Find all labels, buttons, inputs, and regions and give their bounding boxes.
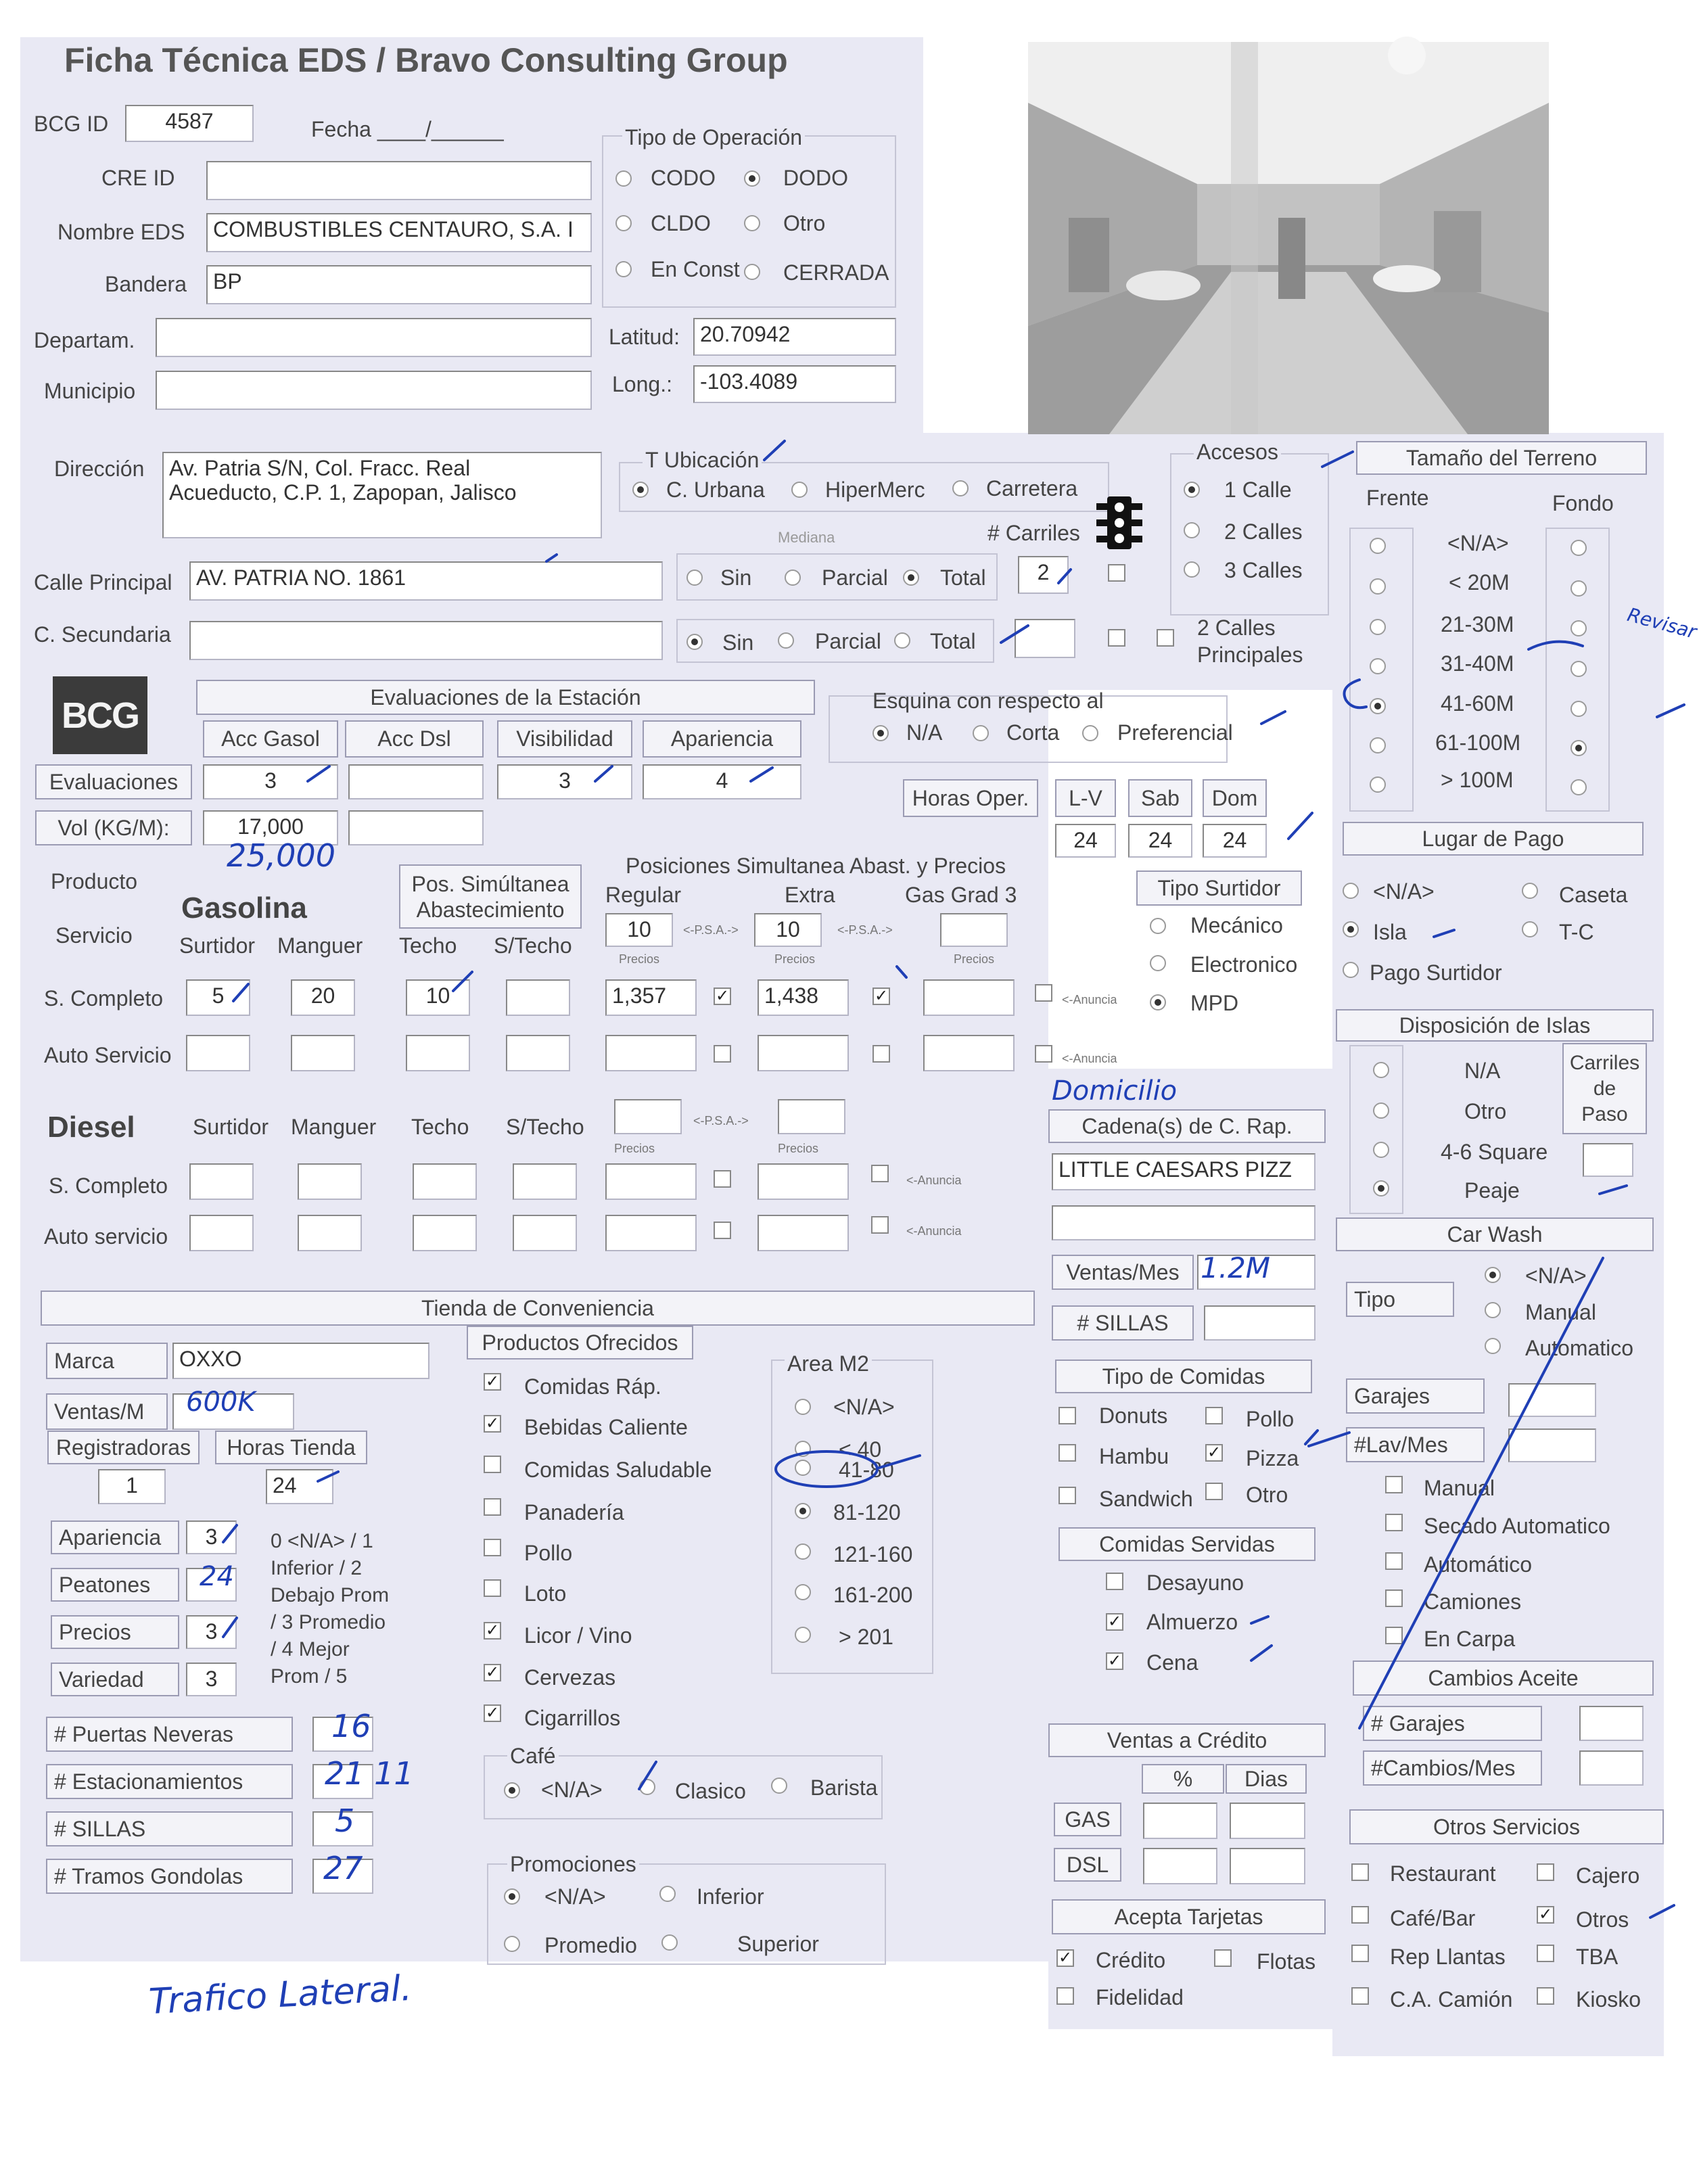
- gasolina-techo-header: Techo: [399, 933, 457, 958]
- area-81-120-label: 81-120: [833, 1500, 901, 1525]
- sandwich-label: Sandwich: [1099, 1487, 1193, 1511]
- pollo-producto-label: Pollo: [524, 1541, 573, 1565]
- credito-dias-header: Dias: [1226, 1764, 1307, 1794]
- gasolina-sc-techo-field[interactable]: 10: [406, 979, 470, 1016]
- scale-line-3: Debajo Prom: [271, 1584, 390, 1606]
- page-title: Ficha Técnica EDS / Bravo Consulting Group: [64, 41, 788, 79]
- credito-header: Ventas a Crédito: [1048, 1723, 1326, 1757]
- carwash-automatico-label: Automatico: [1525, 1336, 1634, 1360]
- mediana-total-label: Total: [940, 565, 986, 590]
- pos-simultanea-line-1: Pos. Simúltanea: [411, 871, 569, 896]
- cervezas-checkbox[interactable]: ✓: [484, 1664, 501, 1681]
- terreno-na: <N/A>: [1447, 531, 1509, 555]
- carriles-paso-line-2: de: [1593, 1077, 1616, 1100]
- municipio-label: Municipio: [44, 379, 136, 403]
- frente-label: Frente: [1366, 486, 1429, 510]
- licor-checkbox[interactable]: ✓: [484, 1622, 501, 1640]
- dodo-label: DODO: [783, 166, 848, 190]
- gasolina-autoservicio-label: Auto Servicio: [44, 1043, 172, 1067]
- diesel-sc-anuncia-label: <-Anuncia: [906, 1174, 962, 1187]
- islas-header: Disposición de Islas: [1336, 1009, 1654, 1042]
- area-na-label: <N/A>: [833, 1395, 895, 1419]
- calles-principales-label-2: Principales: [1197, 643, 1303, 667]
- sab-value[interactable]: 24: [1128, 824, 1192, 858]
- gasgrad-sc-anuncia-label: <-Anuncia: [1062, 993, 1117, 1006]
- cena-checkbox[interactable]: ✓: [1106, 1652, 1123, 1670]
- cafe-bar-label: Café/Bar: [1390, 1906, 1476, 1930]
- promo-na-label: <N/A>: [544, 1884, 606, 1909]
- donuts-label: Donuts: [1099, 1403, 1168, 1428]
- producto-label: Producto: [51, 869, 138, 893]
- carretera-label: Carretera: [986, 476, 1078, 501]
- area-gt201-label: > 201: [839, 1625, 893, 1649]
- tba-label: TBA: [1576, 1945, 1619, 1969]
- tienda-precios-label: Precios: [51, 1615, 179, 1649]
- cigarrillos-label: Cigarrillos: [524, 1706, 621, 1730]
- cafe-title: Café: [507, 1744, 559, 1769]
- tarjeta-flotas-label: Flotas: [1257, 1949, 1316, 1974]
- terreno-61-100: 61-100M: [1435, 730, 1521, 755]
- cadena-header: Cadena(s) de C. Rap.: [1048, 1109, 1326, 1143]
- tc-label: T-C: [1559, 920, 1594, 944]
- extra-header: Extra: [785, 883, 835, 907]
- carwash-header: Car Wash: [1336, 1217, 1654, 1251]
- promo-superior-label: Superior: [737, 1932, 819, 1956]
- cafe-na-label: <N/A>: [541, 1778, 603, 1802]
- extra-sc-anuncia-checkbox[interactable]: ✓: [872, 988, 890, 1005]
- bcg-id-label: BCG ID: [34, 112, 109, 136]
- carwash-garajes-label: Garajes: [1346, 1378, 1485, 1414]
- bebidas-label: Bebidas Caliente: [524, 1415, 688, 1439]
- tienda-apariencia-field[interactable]: 3: [186, 1520, 237, 1554]
- rep-llantas-label: Rep Llantas: [1390, 1945, 1506, 1969]
- terreno-41-60: 41-60M: [1441, 691, 1514, 716]
- terreno-21-30: 21-30M: [1441, 612, 1514, 636]
- cerrada-label: CERRADA: [783, 260, 889, 285]
- marca-label: Marca: [46, 1343, 168, 1379]
- direccion-line-1: Av. Patria S/N, Col. Fracc. Real: [169, 456, 471, 480]
- tarjetas-header: Acepta Tarjetas: [1052, 1899, 1326, 1934]
- ventas-tienda-label: Ventas/M: [46, 1393, 168, 1430]
- visibilidad-value[interactable]: 3: [497, 764, 632, 799]
- nombre-eds-label: Nombre EDS: [57, 220, 185, 244]
- desayuno-label: Desayuno: [1146, 1571, 1244, 1595]
- bebidas-checkbox[interactable]: ✓: [484, 1415, 501, 1433]
- esquina-corta-label: Corta: [1006, 720, 1060, 745]
- dom-header: Dom: [1203, 779, 1267, 817]
- esquina-na-label: N/A: [906, 720, 943, 745]
- carwash-lavmes-label: #Lav/Mes: [1346, 1427, 1485, 1462]
- accesos-2-calles-label: 2 Calles: [1224, 519, 1303, 544]
- secundaria-sin-label: Sin: [722, 630, 754, 655]
- terreno-note: Revisar: [1625, 603, 1699, 643]
- mediana-parcial-label: Parcial: [822, 565, 888, 590]
- apariencia-value[interactable]: 4: [643, 764, 801, 799]
- productos-header: Productos Ofrecidos: [467, 1326, 693, 1360]
- diesel-precios-label-2: Precios: [778, 1142, 819, 1155]
- ubicacion-title: T Ubicación: [643, 448, 762, 473]
- diesel-surtidor-header: Surtidor: [193, 1115, 269, 1139]
- terreno-lt20: < 20M: [1449, 570, 1510, 595]
- nombre-eds-field[interactable]: COMBUSTIBLES CENTAURO, S.A. I: [206, 213, 592, 252]
- accesos-1-calle-label: 1 Calle: [1224, 478, 1292, 502]
- urbana-label: C. Urbana: [666, 478, 765, 502]
- volumen-field[interactable]: 17,000: [203, 810, 338, 845]
- puertas-neveras-handwritten: 16: [331, 1708, 371, 1744]
- caseta-label: Caseta: [1559, 883, 1628, 907]
- acc-gasol-header: Acc Gasol: [203, 720, 338, 758]
- carwash-manual2-label: Manual: [1424, 1476, 1495, 1500]
- carriles-field[interactable]: 2: [1018, 556, 1069, 594]
- gas-grad-3-header: Gas Grad 3: [905, 883, 1017, 907]
- peatones-label: Peatones: [51, 1568, 179, 1602]
- saludable-label: Comidas Saludable: [524, 1458, 712, 1482]
- islas-otro-label: Otro: [1464, 1099, 1507, 1123]
- gasgrad-precios-label: Precios: [954, 952, 995, 966]
- hambu-label: Hambu: [1099, 1444, 1169, 1468]
- loto-label: Loto: [524, 1581, 567, 1606]
- licor-label: Licor / Vino: [524, 1623, 632, 1648]
- cajero-label: Cajero: [1576, 1863, 1640, 1888]
- diesel-precios-label-1: Precios: [614, 1142, 655, 1155]
- tarjeta-credito-label: Crédito: [1096, 1948, 1166, 1972]
- calle-principal-field[interactable]: AV. PATRIA NO. 1861: [189, 561, 663, 601]
- terreno-gt100: > 100M: [1441, 768, 1514, 792]
- variedad-field[interactable]: 3: [186, 1663, 237, 1696]
- acc-dsl-header: Acc Dsl: [345, 720, 484, 758]
- pizza-checkbox[interactable]: ✓: [1205, 1444, 1223, 1462]
- volumen-label: Vol (KG/M):: [35, 810, 192, 845]
- evaluaciones-header: Evaluaciones de la Estación: [196, 680, 815, 715]
- carriles-paso-line-3: Paso: [1581, 1102, 1628, 1125]
- registradoras-header: Registradoras: [47, 1431, 200, 1464]
- peatones-handwritten: 24: [200, 1561, 234, 1592]
- mediana-sin-label: Sin: [720, 565, 752, 590]
- islas-na-label: N/A: [1464, 1059, 1501, 1083]
- terreno-header: Tamaño del Terreno: [1356, 441, 1647, 475]
- islas-square-label: 4-6 Square: [1441, 1140, 1548, 1164]
- estacionamientos-handwritten: 21 11: [325, 1755, 414, 1792]
- gasolina-sc-manguer-field[interactable]: 20: [291, 979, 355, 1016]
- scale-line-5: / 4 Mejor: [271, 1638, 350, 1660]
- variedad-label: Variedad: [51, 1663, 179, 1696]
- area-lt40-label: < 40: [839, 1437, 882, 1462]
- calle-secundaria-label: C. Secundaria: [34, 622, 171, 647]
- restaurant-label: Restaurant: [1390, 1861, 1496, 1886]
- almuerzo-checkbox[interactable]: ✓: [1106, 1613, 1123, 1631]
- dom-value[interactable]: 24: [1203, 824, 1267, 858]
- direccion-line-2: Acueducto, C.P. 1, Zapopan, Jalisco: [169, 480, 517, 505]
- regular-psa-label: <-P.S.A.->: [683, 923, 739, 937]
- calle-principal-label: Calle Principal: [34, 570, 172, 595]
- scale-line-4: / 3 Promedio: [271, 1611, 386, 1633]
- pollo-comida-label: Pollo: [1246, 1407, 1295, 1431]
- aceite-garajes-label: # Garajes: [1363, 1706, 1542, 1741]
- scale-line-2: Inferior / 2: [271, 1557, 363, 1579]
- mecanico-label: Mecánico: [1190, 913, 1283, 937]
- longitud-field[interactable]: -103.4089: [693, 365, 896, 403]
- ventas-mes-handwritten: 1.2M: [1201, 1251, 1271, 1284]
- regular-header: Regular: [605, 883, 682, 907]
- aceite-cambios-label: #Cambios/Mes: [1363, 1750, 1542, 1786]
- bcg-id-field[interactable]: 4587: [125, 105, 254, 142]
- gasgrad-as-anuncia-label: <-Anuncia: [1062, 1052, 1117, 1065]
- lv-header: L-V: [1055, 779, 1116, 817]
- codo-label: CODO: [651, 166, 716, 190]
- tipo-comidas-header: Tipo de Comidas: [1055, 1360, 1312, 1393]
- isla-label: Isla: [1373, 920, 1407, 944]
- bandera-field[interactable]: BP: [206, 265, 592, 304]
- gasolina-manguer-header: Manguer: [277, 933, 363, 958]
- comidas-rap-checkbox[interactable]: ✓: [484, 1373, 501, 1391]
- pago-surtidor-label: Pago Surtidor: [1370, 960, 1502, 985]
- otro-operacion-label: Otro: [783, 211, 826, 235]
- horas-tienda-field[interactable]: 24: [266, 1469, 333, 1504]
- area-41-80-label: 41-80: [839, 1458, 894, 1482]
- lv-value[interactable]: 24: [1055, 824, 1116, 858]
- cafe-barista-label: Barista: [810, 1775, 878, 1800]
- diesel-autoservicio-label: Auto servicio: [44, 1224, 168, 1249]
- encarpa-label: En Carpa: [1424, 1627, 1516, 1651]
- regular-psa-field[interactable]: 10: [605, 913, 673, 947]
- extra-psa-field[interactable]: 10: [754, 913, 822, 947]
- horas-oper-header: Horas Oper.: [903, 779, 1038, 817]
- comidas-servidas-header: Comidas Servidas: [1058, 1527, 1316, 1561]
- camiones-label: Camiones: [1424, 1589, 1522, 1614]
- ventas-mes-label: Ventas/Mes: [1052, 1255, 1194, 1290]
- registradoras-field[interactable]: 1: [98, 1469, 166, 1504]
- fecha-label: Fecha ____/______: [311, 117, 504, 141]
- latitud-field[interactable]: 20.70942: [693, 318, 896, 356]
- cadena-field[interactable]: LITTLE CAESARS PIZZ: [1052, 1153, 1316, 1190]
- accesos-title: Accesos: [1194, 440, 1281, 465]
- esquina-title: Esquina con respecto al: [872, 689, 1104, 713]
- tipo-surtidor-header: Tipo Surtidor: [1136, 870, 1302, 906]
- domicilio-handwritten: Domicilio: [1052, 1075, 1178, 1107]
- fondo-label: Fondo: [1552, 491, 1614, 515]
- puertas-neveras-label: # Puertas Neveras: [46, 1717, 293, 1752]
- electronico-label: Electronico: [1190, 952, 1298, 977]
- gasolina-sc-surtidor-field[interactable]: 5: [186, 979, 250, 1016]
- otros-checkbox[interactable]: ✓: [1537, 1906, 1554, 1924]
- secundaria-parcial-label: Parcial: [815, 629, 881, 653]
- tienda-apariencia-label: Apariencia: [51, 1520, 179, 1554]
- diesel-psa-label: <-P.S.A.->: [693, 1114, 749, 1128]
- carwash-tipo-label: Tipo: [1346, 1282, 1454, 1317]
- accesos-3-calles-label: 3 Calles: [1224, 558, 1303, 582]
- carriles-label: # Carriles: [987, 521, 1080, 545]
- departamento-label: Departam.: [34, 328, 135, 352]
- cigarrillos-checkbox[interactable]: ✓: [484, 1704, 501, 1722]
- pizza-label: Pizza: [1246, 1446, 1299, 1470]
- evaluaciones-row-label: Evaluaciones: [35, 764, 192, 799]
- pago-na-label: <N/A>: [1373, 879, 1435, 904]
- servicio-label: Servicio: [55, 923, 133, 948]
- otros-label: Otros: [1576, 1907, 1629, 1932]
- regular-sc-anuncia-checkbox[interactable]: ✓: [714, 988, 731, 1005]
- gasolina-scompleto-label: S. Completo: [44, 986, 164, 1010]
- diesel-title: Diesel: [47, 1111, 135, 1144]
- regular-sc-precio-field[interactable]: 1,357: [605, 979, 697, 1016]
- promociones-title: Promociones: [507, 1852, 639, 1877]
- almuerzo-label: Almuerzo: [1146, 1610, 1238, 1634]
- kiosko-label: Kiosko: [1576, 1987, 1642, 2012]
- secundaria-total-label: Total: [930, 629, 976, 653]
- islas-peaje-label: Peaje: [1464, 1178, 1520, 1203]
- tramos-gondolas-handwritten: 27: [323, 1850, 363, 1886]
- tarjeta-credito-checkbox[interactable]: ✓: [1056, 1949, 1074, 1967]
- latitud-label: Latitud:: [609, 325, 680, 349]
- carwash-manual-label: Manual: [1525, 1300, 1596, 1324]
- diesel-techo-header: Techo: [411, 1115, 469, 1139]
- extra-precios-label: Precios: [774, 952, 816, 966]
- tienda-sillas-label: # SILLAS: [46, 1811, 293, 1846]
- area-title: Area M2: [785, 1351, 872, 1376]
- cldo-label: CLDO: [651, 211, 711, 235]
- apariencia-header: Apariencia: [643, 720, 801, 758]
- ventas-tienda-handwritten: 600K: [186, 1387, 256, 1418]
- diesel-as-anuncia-label: <-Anuncia: [906, 1224, 962, 1238]
- tienda-precios-field[interactable]: 3: [186, 1615, 237, 1649]
- marca-field[interactable]: OXXO: [172, 1343, 429, 1379]
- cre-id-label: CRE ID: [101, 166, 175, 190]
- lugar-pago-header: Lugar de Pago: [1343, 822, 1644, 856]
- diesel-manguer-header: Manguer: [291, 1115, 377, 1139]
- gasolina-title: Gasolina: [181, 891, 307, 925]
- scale-line-6: Prom / 5: [271, 1665, 348, 1688]
- mediana-label: Mediana: [778, 529, 835, 546]
- comidas-rap-label: Comidas Ráp.: [524, 1374, 661, 1399]
- otros-servicios-header: Otros Servicios: [1349, 1809, 1664, 1844]
- extra-psa-label: <-P.S.A.->: [837, 923, 893, 937]
- tarjeta-fidelidad-label: Fidelidad: [1096, 1985, 1184, 2009]
- credito-pct-header: %: [1142, 1764, 1224, 1794]
- posiciones-simultaneas-title: Posiciones Simultanea Abast. y Precios: [626, 854, 1006, 878]
- trafico-lateral-note: Trafico Lateral.: [147, 1968, 413, 2023]
- credito-gas-label: GAS: [1054, 1803, 1121, 1836]
- promo-promedio-label: Promedio: [544, 1933, 637, 1957]
- carriles-paso-line-1: Carriles: [1569, 1051, 1640, 1074]
- esquina-preferencial-label: Preferencial: [1117, 720, 1233, 745]
- volumen-handwritten: 25,000: [227, 837, 335, 874]
- cervezas-label: Cervezas: [524, 1665, 616, 1690]
- en-construccion-label: En Const: [651, 257, 740, 281]
- gasolina-surtidor-header: Surtidor: [179, 933, 256, 958]
- longitud-label: Long.:: [612, 372, 672, 396]
- aceite-header: Cambios Aceite: [1353, 1660, 1654, 1696]
- carwash-na-label: <N/A>: [1525, 1263, 1587, 1288]
- diesel-scompleto-label: S. Completo: [49, 1174, 168, 1198]
- panaderia-label: Panadería: [524, 1500, 624, 1525]
- carwash-automatico2-label: Automático: [1424, 1552, 1533, 1577]
- visibilidad-header: Visibilidad: [497, 720, 632, 758]
- tramos-gondolas-label: # Tramos Gondolas: [46, 1859, 293, 1894]
- cena-label: Cena: [1146, 1650, 1198, 1675]
- sab-header: Sab: [1128, 779, 1192, 817]
- mpd-label: MPD: [1190, 991, 1239, 1015]
- gasolina-stecho-header: S/Techo: [494, 933, 572, 958]
- terreno-31-40: 31-40M: [1441, 651, 1514, 676]
- acc-gasol-value[interactable]: 3: [203, 764, 338, 799]
- secado-label: Secado Automatico: [1424, 1514, 1610, 1538]
- ca-camion-label: C.A. Camión: [1390, 1987, 1513, 2012]
- diesel-stecho-header: S/Techo: [506, 1115, 584, 1139]
- cafe-clasico-label: Clasico: [675, 1779, 746, 1803]
- tienda-header: Tienda de Conveniencia: [41, 1291, 1035, 1326]
- promo-inferior-label: Inferior: [697, 1884, 764, 1909]
- scale-line-1: 0 <N/A> / 1: [271, 1530, 373, 1552]
- extra-sc-precio-field[interactable]: 1,438: [758, 979, 849, 1016]
- estacionamientos-label: # Estacionamientos: [46, 1764, 293, 1799]
- otro-comida-label: Otro: [1246, 1483, 1288, 1507]
- bcg-logo: BCG: [53, 676, 147, 754]
- regular-precios-label: Precios: [619, 952, 660, 966]
- tipo-operacion-title: Tipo de Operación: [622, 125, 805, 150]
- hipermercado-label: HiperMerc: [825, 478, 925, 502]
- bandera-label: Bandera: [105, 272, 187, 296]
- area-161-200-label: 161-200: [833, 1583, 913, 1607]
- credito-dsl-label: DSL: [1054, 1848, 1121, 1882]
- pos-simultanea-line-2: Abastecimiento: [416, 897, 565, 922]
- comida-sillas-label: # SILLAS: [1052, 1305, 1194, 1341]
- tienda-sillas-handwritten: 5: [335, 1803, 355, 1839]
- direccion-label: Dirección: [54, 457, 145, 481]
- horas-tienda-header: Horas Tienda: [215, 1431, 367, 1464]
- calles-principales-label-1: 2 Calles: [1197, 615, 1276, 640]
- area-121-160-label: 121-160: [833, 1542, 913, 1566]
